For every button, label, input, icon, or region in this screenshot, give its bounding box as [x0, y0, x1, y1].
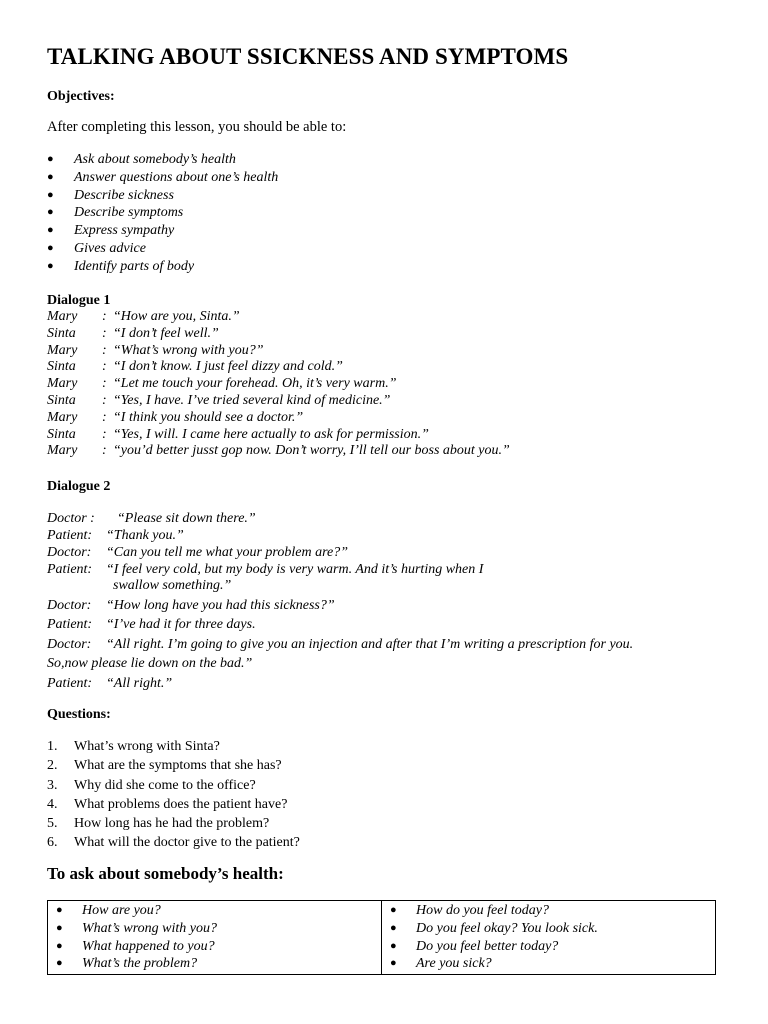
list-item: ● Identify parts of body	[47, 258, 195, 274]
bullet-icon: ●	[56, 904, 63, 916]
bullet-icon: ●	[390, 921, 397, 934]
dialogue-line: Doctor: “How long have you had this sickness?”	[47, 598, 335, 613]
questions-list	[47, 737, 300, 853]
list-item: ● What’s wrong with you?	[56, 920, 217, 936]
objectives-intro: After completing this lesson, you should be able to:	[47, 119, 347, 135]
list-item: ● Express sympathy	[47, 223, 175, 239]
bullet-icon: ●	[56, 921, 63, 934]
list-item: ● What happened to you?	[56, 938, 215, 954]
bullet-icon: ●	[47, 241, 54, 254]
dialogue-line: Patient: “I feel very cold, but my body is very warm. And it’s hurting when I	[47, 562, 484, 577]
dialogue-line: Doctor: “Can you tell me what your problem are?”	[47, 545, 349, 560]
objectives-heading: Objectives:	[47, 89, 115, 104]
list-item: ● Do you feel better today?	[390, 938, 559, 954]
ask-health-table	[47, 900, 716, 975]
list-item: 1. What’s wrong with Sinta?	[47, 739, 220, 754]
page-title: TALKING ABOUT SSICKNESS AND SYMPTOMS	[47, 44, 569, 69]
list-item: 3. Why did she come to the office?	[47, 777, 256, 793]
table-cell-right	[382, 901, 716, 975]
bullet-icon: ●	[47, 188, 54, 201]
list-item: 2. What are the symptoms that she has?	[47, 758, 282, 774]
dialogue1-heading: Dialogue 1	[47, 293, 111, 308]
objectives-list	[47, 151, 278, 276]
bullet-icon: ●	[56, 957, 63, 970]
list-item: ● Describe sickness	[47, 187, 174, 203]
list-item: ● Gives advice	[47, 240, 146, 256]
list-item: 5. How long has he had the problem?	[47, 816, 270, 832]
list-item: ● Ask about somebody’s health	[47, 152, 236, 167]
list-item: ● Describe symptoms	[47, 205, 184, 221]
dialogue2-heading: Dialogue 2	[47, 479, 111, 494]
list-item: ● Answer questions about one’s health	[47, 169, 279, 185]
dialogue-line: Patient: “Thank you.”	[47, 528, 184, 543]
bullet-icon: ●	[47, 259, 54, 272]
dialogue-line: Patient: “I’ve had it for three days.	[47, 617, 256, 632]
list-item: ● What’s the problem?	[56, 956, 198, 972]
list-item: ● Do you feel okay? You look sick.	[390, 920, 598, 936]
bullet-icon: ●	[390, 904, 397, 916]
bullet-icon: ●	[390, 957, 397, 970]
bullet-icon: ●	[47, 224, 54, 237]
ask-health-heading: To ask about somebody’s health:	[47, 864, 284, 883]
bullet-icon: ●	[47, 170, 54, 183]
list-item: 4. What problems does the patient have?	[47, 796, 288, 812]
list-item: ● Are you sick?	[390, 956, 492, 972]
bullet-icon: ●	[390, 939, 397, 952]
table-cell-left	[48, 901, 382, 975]
bullet-icon: ●	[56, 939, 63, 952]
questions-heading: Questions:	[47, 707, 111, 722]
bullet-icon: ●	[47, 153, 54, 165]
list-item: ● How do you feel today?	[390, 903, 549, 918]
dialogue-line: Patient: “All right.”	[47, 676, 173, 691]
list-item: 6. What will the doctor give to the patient?	[47, 835, 300, 851]
bullet-icon: ●	[47, 206, 54, 219]
list-item: ● How are you?	[56, 903, 161, 918]
dialogue-line: Doctor : “Please sit down there.”	[47, 511, 256, 526]
dialogue-line: Doctor: “All right. I’m going to give you an injection and after that I’m writing a prescription for you.	[47, 637, 634, 652]
